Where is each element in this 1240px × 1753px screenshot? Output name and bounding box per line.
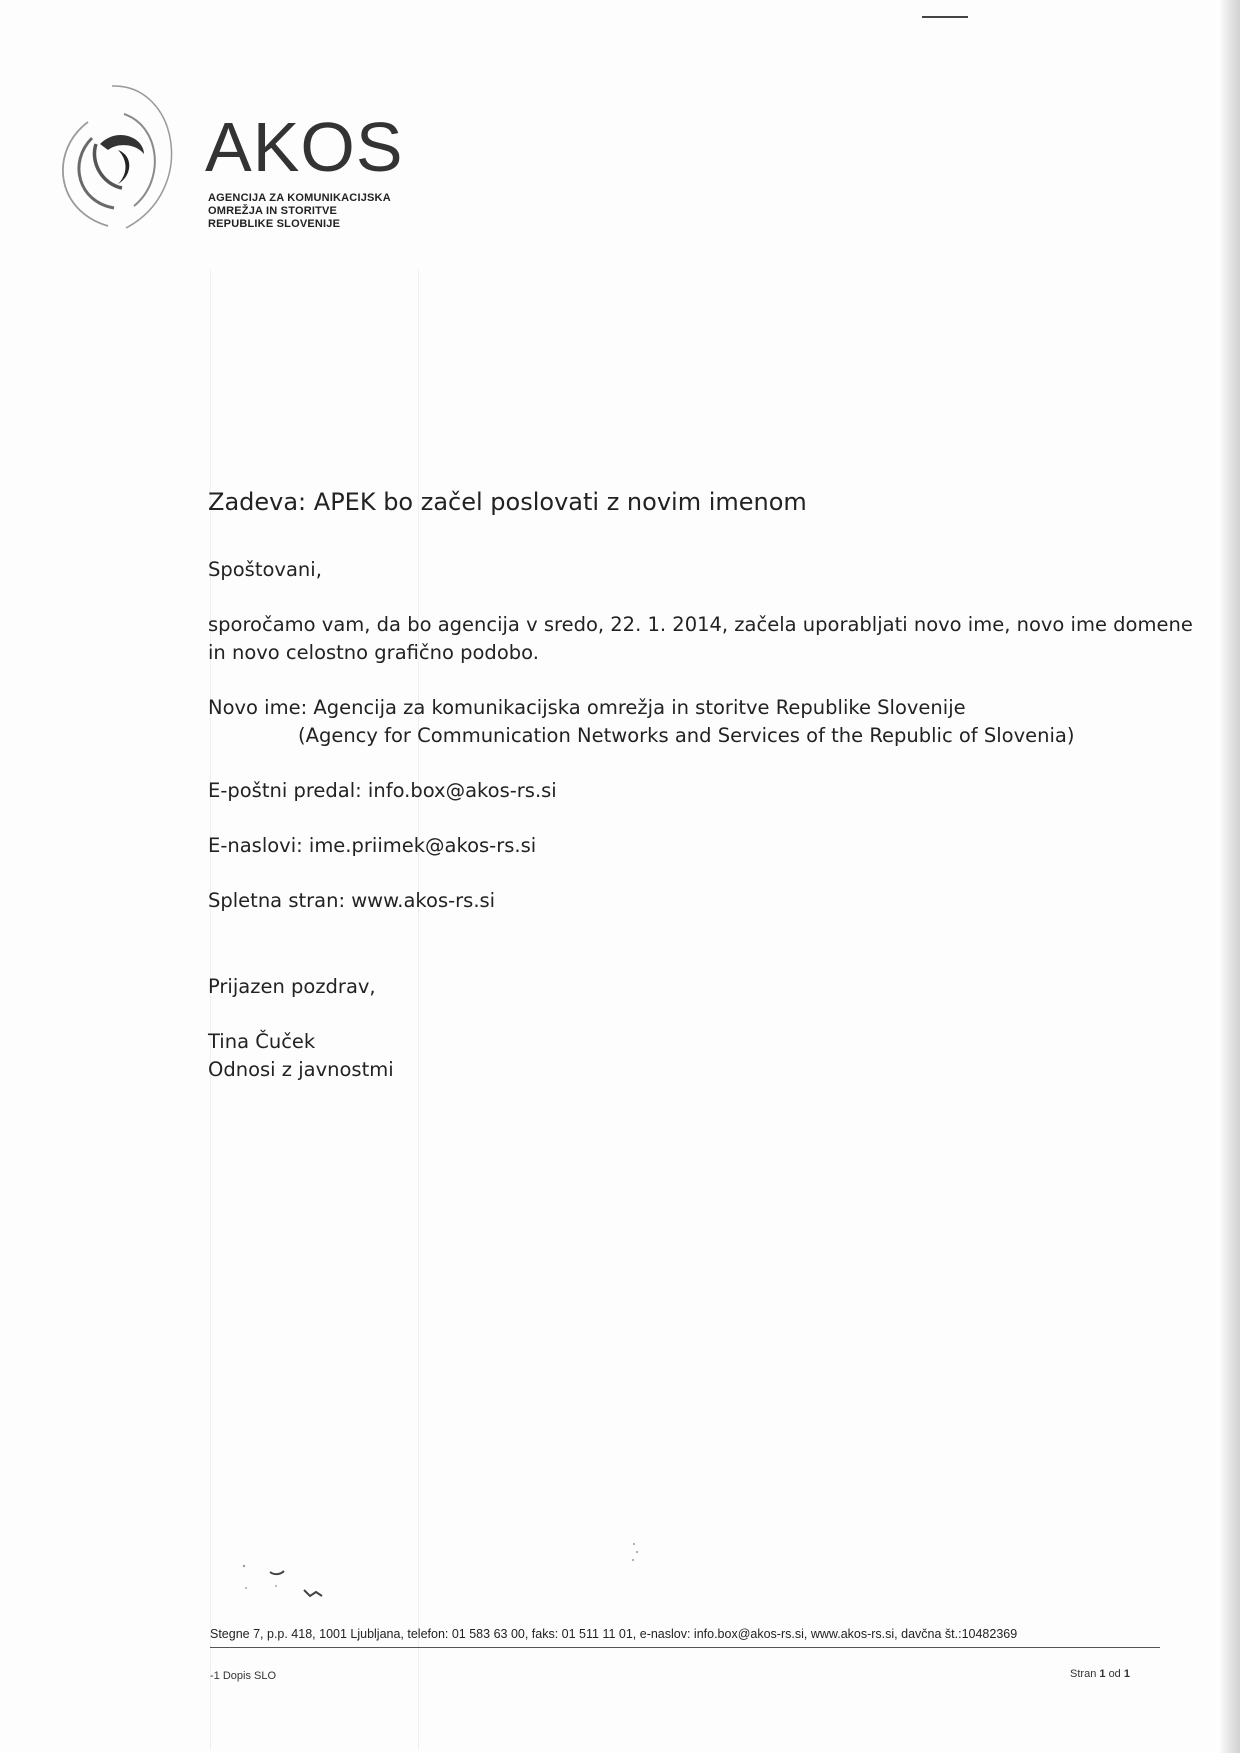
new-name-english: (Agency for Communication Networks and Services of the Republic of Slovenia): [298, 724, 1075, 747]
page-number: [1070, 1668, 1130, 1680]
email-addresses-line: E-naslovi: ime.priimek@akos-rs.si: [208, 834, 537, 857]
agency-name-line: REPUBLIKE SLOVENIJE: [208, 218, 341, 230]
footer-divider: [210, 1647, 1160, 1648]
agency-name-line: AGENCIJA ZA KOMUNIKACIJSKA: [208, 192, 391, 204]
letter-paragraph: [208, 611, 1193, 667]
top-rule: [922, 16, 968, 18]
page-current: 1: [1099, 1668, 1106, 1680]
paragraph-line: sporočamo vam, da bo agencija v sredo, 22. 1. 2014, začela uporabljati novo ime, novo ime domene: [208, 613, 1193, 636]
scan-speck: [628, 1540, 642, 1570]
page-of-label: od: [1108, 1668, 1121, 1680]
scan-edge-shadow: [1218, 0, 1240, 1753]
logo-wordmark: AKOS: [205, 108, 404, 186]
letter-body: [208, 486, 1193, 1084]
page-total: 1: [1123, 1668, 1130, 1680]
letter-closing: Prijazen pozdrav,: [208, 975, 376, 998]
akos-logo-icon: [48, 80, 188, 240]
letter-greeting: Spoštovani,: [208, 558, 322, 581]
stamp-residue-marks: [236, 1562, 336, 1607]
signer-title: Odnosi z javnostmi: [208, 1058, 394, 1081]
document-reference: -1 Dopis SLO: [210, 1670, 277, 1682]
new-name-line: Novo ime: Agencija za komunikacijska omrežja in storitve Republike Slovenije: [208, 696, 966, 719]
website-line: Spletna stran: www.akos-rs.si: [208, 889, 496, 912]
agency-name-line: OMREŽJA IN STORITVE: [208, 205, 338, 217]
page-label: Stran: [1070, 1668, 1097, 1680]
footer-contact-line: Stegne 7, p.p. 418, 1001 Ljubljana, telefon: 01 583 63 00, faks: 01 511 11 01, e-naslov: info.box@akos-rs.si, www.akos-rs.si, davčna št.:10482369: [210, 1627, 1018, 1641]
new-name-block: [208, 694, 1168, 750]
letter-subject: Zadeva: APEK bo začel poslovati z novim imenom: [208, 488, 807, 516]
paragraph-line: in novo celostno grafično podobo.: [208, 641, 539, 664]
agency-name-block: [208, 192, 391, 231]
email-box-line: E-poštni predal: info.box@akos-rs.si: [208, 779, 557, 802]
signer-name: Tina Čuček: [208, 1030, 316, 1053]
